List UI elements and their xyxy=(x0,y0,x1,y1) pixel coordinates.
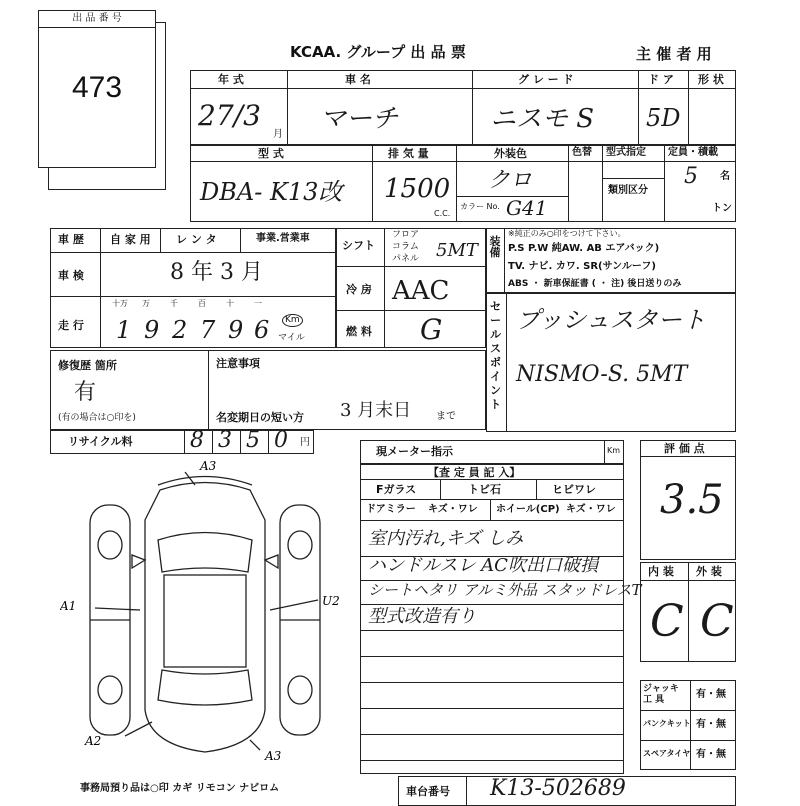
wheel-front-left xyxy=(98,531,122,559)
mirror-option[interactable]: キズ・ワレ xyxy=(428,504,478,515)
equipment-note: ※純正のみ○印をつけて下さい。 xyxy=(508,229,626,238)
shift-sub-floor: フロア xyxy=(392,230,420,240)
class-label: 類別区分 xyxy=(608,185,648,196)
shape-label: 形 状 xyxy=(698,73,724,86)
recycle-digit: 0 xyxy=(274,428,288,453)
meter-unit: Km xyxy=(607,446,621,455)
glass-option-crack[interactable]: ヒビワレ xyxy=(552,483,596,496)
car-body-outline xyxy=(145,483,265,753)
mileage-digit: 1 xyxy=(116,316,132,344)
name-label: 車 名 xyxy=(345,73,371,86)
year-value: 27/3 xyxy=(198,99,261,132)
sheet-title: KCAA. グループ 出 品 票 xyxy=(290,43,466,61)
car-windshield xyxy=(158,533,252,573)
note-line: 室内汚れ,キズ しみ xyxy=(368,528,524,549)
grade-label: グ レ ー ド xyxy=(518,73,574,86)
exterior-label: 外 装 xyxy=(696,565,722,578)
shift-value: 5MT xyxy=(436,240,478,261)
shift-sub-column: コラム xyxy=(392,242,419,252)
year-label: 年 式 xyxy=(218,73,244,86)
fuel-value: G xyxy=(420,313,443,346)
equipment-line2: TV. ナビ. カワ. SR(サンルーフ) xyxy=(508,261,656,272)
mirror-left xyxy=(132,555,145,568)
model-label: 型 式 xyxy=(258,147,284,160)
door-label: ド ア xyxy=(648,73,674,86)
car-roof xyxy=(164,575,246,667)
digit-label-10: 十 xyxy=(226,299,234,308)
usage-option-private[interactable]: 自 家 用 xyxy=(110,233,151,246)
interior-label: 内 装 xyxy=(648,565,674,578)
wheel-rear-left xyxy=(98,676,122,704)
glass-option-chip[interactable]: トビ石 xyxy=(468,483,501,496)
sales-point-label: セールスポイント xyxy=(490,300,501,411)
accessory-puncture-value[interactable]: 有・無 xyxy=(696,719,726,730)
usage-option-rental[interactable]: レ ン タ xyxy=(176,233,217,246)
lot-header: 出 品 番 号 xyxy=(39,11,155,28)
cc-unit: C.C. xyxy=(434,209,451,218)
sales-point-line2: NISMO-S. 5MT xyxy=(516,362,688,387)
recycle-digit: 5 xyxy=(246,428,260,453)
chassis-label: 車台番号 xyxy=(406,785,450,798)
damage-mark: U2 xyxy=(322,594,340,608)
color-no-label: カラー No. xyxy=(460,202,500,211)
lot-number-box xyxy=(38,10,156,168)
damage-mark: A3 xyxy=(265,749,282,763)
lot-number: 473 xyxy=(71,71,123,104)
capacity-value: 5 xyxy=(684,164,698,189)
note-line: ハンドルスレ AC吹出口破損 xyxy=(368,555,598,576)
paint-label: 色替 xyxy=(572,147,592,158)
car-rear-glass xyxy=(158,670,252,705)
recycle-digit: 8 xyxy=(190,428,204,453)
wheel-rear-right xyxy=(288,676,312,704)
capacity-unit: 名 xyxy=(720,171,730,182)
mileage-label: 走 行 xyxy=(58,319,84,332)
damage-mark: A1 xyxy=(60,599,77,613)
km-unit: Km xyxy=(282,314,303,327)
mileage-digit: 2 xyxy=(172,316,188,344)
disp-label: 排 気 量 xyxy=(388,147,429,160)
glass-label: Fガラス xyxy=(376,483,417,496)
repair-value: 有 xyxy=(74,380,97,405)
wheel-option[interactable]: キズ・ワレ xyxy=(566,504,616,515)
score-value: 3.5 xyxy=(660,477,724,523)
score-label: 評 価 点 xyxy=(664,442,705,455)
name-value: マーチ xyxy=(320,104,399,134)
recycle-unit: 円 xyxy=(300,437,310,448)
usage-option-business[interactable]: 事業.営業車 xyxy=(256,233,310,244)
inspector-label: 【査 定 員 記 入】 xyxy=(428,466,521,479)
mileage-digit: 7 xyxy=(200,316,216,344)
year-unit: 月 xyxy=(273,129,283,140)
car-front-bumper xyxy=(158,477,252,486)
door-value: 5D xyxy=(646,104,681,132)
usage-label: 車 歴 xyxy=(58,233,84,246)
sales-point-line1: プッシュスタート xyxy=(516,306,706,334)
deadline-label: 名変期日の短い方 xyxy=(216,411,304,424)
accessory-spare-label: スペアタイヤ xyxy=(643,749,691,758)
equipment-line3: ABS ・ 新車保証書 ( ・ 注) 後日送りのみ xyxy=(508,279,682,289)
deadline-value: 3 月末日 xyxy=(340,400,412,421)
accessory-puncture-label: パンクキット xyxy=(643,719,691,728)
shift-label: シフト xyxy=(342,239,375,252)
recycle-label: リサイクル料 xyxy=(68,435,133,448)
ton-unit: トン xyxy=(712,203,732,214)
capacity-label: 定員・積載 xyxy=(668,147,718,158)
mirror-right xyxy=(265,555,278,568)
accessory-jack-value[interactable]: 有・無 xyxy=(696,689,726,700)
equipment-line1: P.S P.W 純AW. AB エアバック) xyxy=(508,243,660,254)
footer-note: 事務局預り品は○印 カギ リモコン ナビロム xyxy=(80,783,280,794)
fuel-label: 燃 料 xyxy=(346,325,372,338)
shift-sub-panel: パネル xyxy=(392,254,420,264)
usage-box xyxy=(50,228,336,348)
damage-mark: A2 xyxy=(85,734,102,748)
digit-label-100: 百 xyxy=(198,299,206,308)
color-value: クロ xyxy=(488,168,533,193)
ac-value: AAC xyxy=(392,276,450,306)
equipment-label: 装 備 xyxy=(489,235,501,259)
ac-label: 冷 房 xyxy=(346,283,372,296)
note-line: シートヘタリ アルミ外品 スタッドレスT xyxy=(368,581,642,599)
inspection-label: 車 検 xyxy=(58,269,84,282)
host-label: 主 催 者 用 xyxy=(636,45,712,63)
disp-value: 1500 xyxy=(384,174,451,204)
accessory-jack-label: ジャッキ 工 具 xyxy=(643,684,679,705)
wheel-front-right xyxy=(288,531,312,559)
recycle-digit: 3 xyxy=(218,428,232,453)
mileage-digit: 9 xyxy=(144,316,160,344)
accessory-spare-value[interactable]: 有・無 xyxy=(696,749,726,760)
repair-label: 修復歴 箇所 xyxy=(58,359,117,372)
mirror-label: ドアミラー xyxy=(366,504,416,515)
grade-value: ニスモ S xyxy=(490,104,595,134)
digit-label-10k: 万 xyxy=(142,299,150,308)
interior-value: C xyxy=(650,596,684,647)
color-no-value: G41 xyxy=(506,196,548,220)
digit-label-1: 一 xyxy=(254,299,262,308)
mileage-digit: 9 xyxy=(228,316,244,344)
car-damage-diagram xyxy=(60,460,350,770)
inspection-value: 8 年 3 月 xyxy=(170,260,263,285)
chassis-value: K13-502689 xyxy=(490,776,626,801)
digit-label-100k: 十万 xyxy=(112,299,128,308)
exterior-value: C xyxy=(700,596,734,647)
damage-mark: A3 xyxy=(200,460,217,473)
repair-note: (有の場合は○印を) xyxy=(58,413,136,423)
mileage-digit: 6 xyxy=(254,316,270,344)
caution-label: 注意事項 xyxy=(216,357,260,370)
note-line: 型式改造有り xyxy=(368,606,476,627)
model-value: DBA- K13改 xyxy=(200,178,343,206)
type-label: 型式指定 xyxy=(606,147,646,158)
mile-unit: マイル xyxy=(278,333,305,343)
deadline-suffix: まで xyxy=(436,411,456,422)
meter-label: 現メーター指示 xyxy=(376,445,453,458)
wheel-label: ホイール(CP) xyxy=(496,504,560,515)
color-label: 外装色 xyxy=(494,147,527,160)
digit-label-1k: 千 xyxy=(170,299,178,308)
